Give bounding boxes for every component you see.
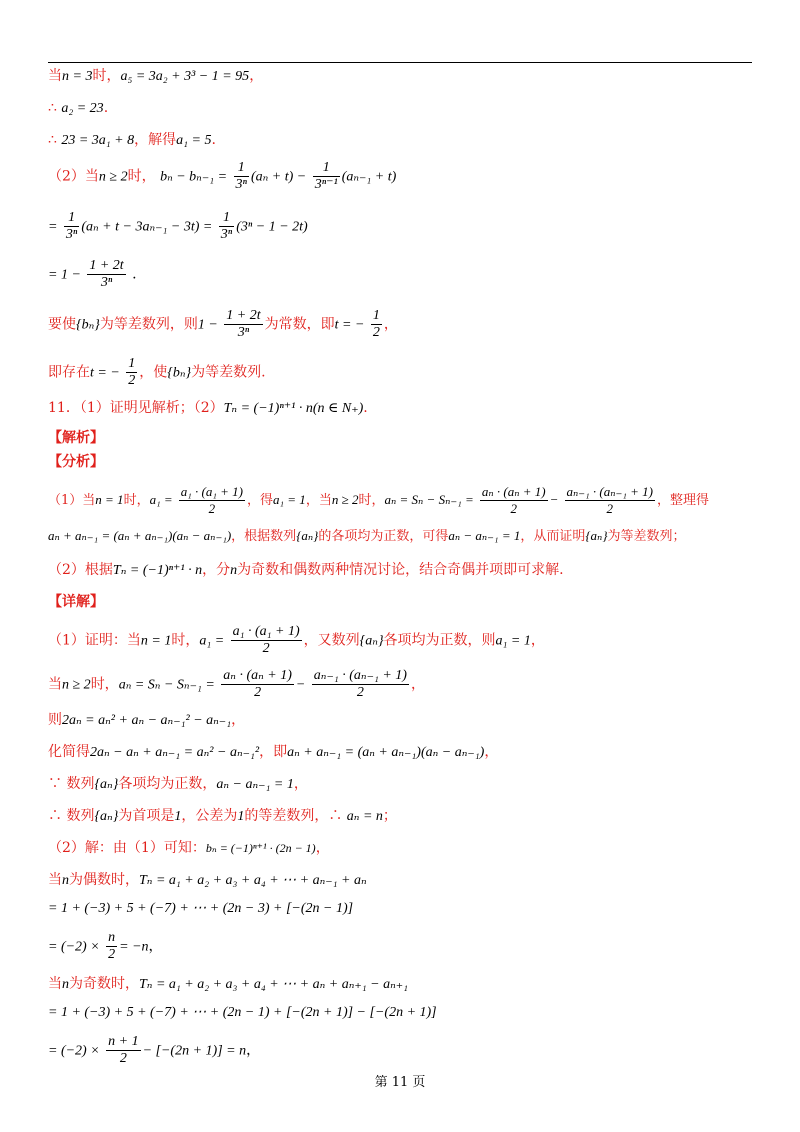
text: ， bbox=[246, 1042, 261, 1059]
text: ，整理得 bbox=[657, 493, 710, 508]
text: 为等差数列. bbox=[191, 364, 266, 381]
text: （2）当 bbox=[48, 168, 99, 185]
denominator: 3ⁿ⁻¹ bbox=[314, 177, 338, 192]
fraction bbox=[224, 308, 262, 341]
formula: {aₙ} bbox=[94, 809, 119, 824]
fraction bbox=[64, 210, 79, 243]
formula: 1 − bbox=[197, 317, 218, 333]
text-line bbox=[48, 160, 760, 193]
text-line bbox=[48, 774, 760, 795]
denominator: 2 bbox=[262, 641, 270, 656]
numerator: a₁ · (a₁ + 1) bbox=[232, 624, 300, 639]
denominator: 2 bbox=[356, 685, 364, 700]
formula: {bₙ} bbox=[167, 365, 192, 381]
fraction bbox=[106, 930, 117, 963]
formula: − bbox=[295, 677, 306, 693]
text-line bbox=[48, 668, 760, 701]
text: ， bbox=[383, 316, 398, 333]
text: ， bbox=[148, 938, 163, 955]
heading-text: 【解析】 bbox=[48, 430, 104, 446]
formula: (aₙ + t − 3aₙ₋₁ − 3t) = bbox=[81, 219, 213, 235]
formula: aₙ = Sₙ − Sₙ₋₁ = bbox=[384, 492, 474, 507]
denominator: 3ⁿ bbox=[65, 227, 78, 242]
fraction bbox=[313, 160, 340, 193]
numerator: 1 + 2t bbox=[226, 308, 261, 323]
text: 时， bbox=[123, 493, 150, 508]
formula: a₅ = 3a₂ + 3³ − 1 = 95 bbox=[120, 69, 250, 84]
numerator: 1 bbox=[372, 308, 380, 323]
formula: a₁ = 1 bbox=[273, 492, 306, 507]
denominator: 3ⁿ bbox=[220, 227, 233, 242]
text-line bbox=[48, 1002, 760, 1023]
text: 为奇数和偶数两种情况讨论，结合奇偶并项即可求解. bbox=[237, 562, 564, 578]
formula: a₂ = 23 bbox=[61, 101, 104, 116]
formula: {aₙ} bbox=[585, 528, 608, 543]
text-line bbox=[48, 560, 760, 581]
formula: − bbox=[549, 492, 559, 507]
formula: t = − bbox=[334, 317, 365, 333]
text: 为奇数时， bbox=[69, 976, 139, 992]
fraction bbox=[221, 668, 294, 701]
formula: aₙ = n bbox=[346, 809, 383, 824]
formula: = (−2) × bbox=[48, 939, 100, 955]
numerator: n bbox=[108, 930, 116, 945]
formula: = (−2) × bbox=[48, 1043, 100, 1059]
denominator: 2 bbox=[372, 325, 380, 340]
text: 当 bbox=[48, 976, 62, 992]
formula: bₙ = (−1)ⁿ⁺¹ · (2n − 1) bbox=[205, 841, 316, 855]
text: 当 bbox=[48, 676, 62, 693]
formula: aₙ − aₙ₋₁ = 1 bbox=[448, 528, 521, 543]
section-heading bbox=[48, 592, 760, 612]
formula: n = 1 bbox=[95, 492, 124, 507]
text-line bbox=[48, 130, 760, 151]
therefore-symbol: ∴ bbox=[48, 132, 62, 148]
text: 则 bbox=[48, 712, 62, 728]
text: 时， bbox=[90, 676, 119, 693]
denominator: 2 bbox=[119, 1051, 127, 1066]
formula: aₙ + aₙ₋₁ = (aₙ + aₙ₋₁)(aₙ − aₙ₋₁) bbox=[287, 745, 485, 760]
formula: 2aₙ − aₙ + aₙ₋₁ = aₙ² − aₙ₋₁² bbox=[90, 745, 260, 760]
formula: (n ∈ N₊) bbox=[312, 401, 364, 416]
fraction bbox=[179, 484, 245, 517]
text-line bbox=[48, 838, 760, 858]
formula: n ≥ 2 bbox=[331, 492, 359, 507]
formula: n ≥ 2 bbox=[62, 677, 91, 693]
formula: 1 bbox=[237, 809, 245, 824]
formula: aₙ = Sₙ − Sₙ₋₁ = bbox=[118, 677, 215, 693]
answer-label: 11．（1）证明见解析；（2） bbox=[48, 400, 224, 416]
formula: n = 1 bbox=[140, 633, 172, 649]
text: 为首项是 bbox=[118, 808, 175, 824]
text-line bbox=[48, 624, 760, 657]
text: ，解得 bbox=[134, 132, 177, 148]
text-line bbox=[48, 308, 760, 341]
numerator: a₁ · (a₁ + 1) bbox=[180, 484, 243, 499]
text: ，又数列 bbox=[303, 632, 360, 649]
text: 时， bbox=[358, 493, 385, 508]
numerator: aₙ₋₁ · (aₙ₋₁ + 1) bbox=[566, 484, 654, 499]
text: ，从而证明 bbox=[520, 529, 586, 544]
text-line bbox=[48, 742, 760, 763]
formula: = bbox=[48, 219, 58, 235]
fraction bbox=[565, 484, 655, 517]
formula: 1 bbox=[174, 809, 182, 824]
formula: 23 = 3a₁ + 8 bbox=[61, 133, 135, 148]
text-line bbox=[48, 526, 760, 547]
formula: {bₙ} bbox=[76, 317, 100, 333]
heading-text: 【分析】 bbox=[48, 454, 104, 470]
numerator: aₙ · (aₙ + 1) bbox=[481, 484, 546, 499]
denominator: 2 bbox=[128, 373, 136, 388]
formula: {aₙ} bbox=[359, 633, 384, 649]
text: . bbox=[103, 100, 109, 116]
text: （1）当 bbox=[48, 493, 96, 508]
denominator: 2 bbox=[606, 501, 614, 516]
denominator: 2 bbox=[510, 501, 517, 516]
fraction bbox=[87, 258, 125, 291]
numerator: 1 bbox=[64, 210, 79, 227]
numerator: 1 + 2t bbox=[89, 258, 124, 273]
text: 时， bbox=[127, 168, 156, 185]
header-rule bbox=[48, 62, 752, 63]
text-line bbox=[48, 974, 760, 995]
numerator: 1 bbox=[313, 160, 340, 177]
formula: Tₙ = a₁ + a₂ + a₃ + a₄ + ⋯ + aₙ₋₁ + aₙ bbox=[139, 873, 367, 888]
formula: (aₙ₋₁ + t) bbox=[341, 169, 397, 185]
formula: t = − bbox=[90, 365, 120, 381]
formula: n bbox=[230, 563, 238, 578]
formula: n = 3 bbox=[62, 69, 93, 84]
text-line bbox=[48, 710, 760, 731]
formula: a₁ = bbox=[199, 633, 225, 649]
fraction bbox=[106, 1034, 140, 1067]
fraction bbox=[371, 308, 382, 341]
formula: bₙ − bₙ₋₁ = bbox=[160, 169, 228, 185]
text: ， bbox=[249, 68, 264, 84]
numerator: aₙ₋₁ · (aₙ₋₁ + 1) bbox=[313, 668, 407, 683]
formula: = 1 + (−3) + 5 + (−7) + ⋯ + (2n − 3) + [−(2n − 1)] bbox=[48, 901, 354, 916]
text-line bbox=[48, 356, 760, 389]
text: ， bbox=[293, 776, 308, 792]
formula: {aₙ} bbox=[296, 528, 319, 543]
section-heading bbox=[48, 452, 760, 472]
fraction bbox=[231, 624, 302, 657]
therefore-symbol: ∴ 数列 bbox=[48, 808, 95, 824]
text: ， bbox=[484, 744, 499, 760]
text: ， bbox=[530, 632, 545, 649]
formula: = 1 + (−3) + 5 + (−7) + ⋯ + (2n − 1) + [−(2n + 1)] − [−(2n + 1)] bbox=[48, 1005, 437, 1020]
formula: n bbox=[62, 873, 69, 888]
text: ，即 bbox=[259, 744, 288, 760]
text: . bbox=[211, 132, 216, 148]
text: ； bbox=[382, 808, 397, 824]
text: 时， bbox=[171, 632, 200, 649]
formula: n bbox=[62, 977, 69, 992]
text: 要使 bbox=[48, 316, 76, 333]
fraction bbox=[219, 210, 234, 243]
text: 为常数，即 bbox=[264, 316, 335, 333]
text: 为等差数列，则 bbox=[99, 316, 198, 333]
text: （2）解：由（1）可知： bbox=[48, 840, 206, 856]
formula: = 1 − bbox=[48, 267, 81, 283]
text-line bbox=[48, 898, 760, 919]
text: 的等差数列，∴ bbox=[244, 808, 347, 824]
page-number: 第 11 页 bbox=[374, 1075, 426, 1090]
text: （1）证明：当 bbox=[48, 632, 141, 649]
numerator: 1 bbox=[219, 210, 234, 227]
text: 为偶数时， bbox=[69, 872, 139, 888]
text: 各项均为正数， bbox=[118, 776, 217, 792]
denominator: 2 bbox=[254, 685, 262, 700]
formula: Tₙ = (−1)ⁿ⁺¹ · n bbox=[223, 401, 313, 416]
denominator: 2 bbox=[208, 501, 216, 516]
text: ，根据数列 bbox=[231, 529, 297, 544]
formula: Tₙ = (−1)ⁿ⁺¹ · n bbox=[112, 563, 203, 578]
formula: {aₙ} bbox=[94, 777, 119, 792]
fraction bbox=[480, 484, 548, 517]
formula: n ≥ 2 bbox=[98, 169, 128, 185]
text: . bbox=[132, 266, 137, 283]
text: ， bbox=[410, 676, 425, 693]
formula: a₁ = bbox=[149, 492, 173, 507]
text-line bbox=[48, 870, 760, 891]
text-line bbox=[48, 210, 760, 243]
numerator: 1 bbox=[234, 160, 249, 177]
numerator: 1 bbox=[128, 356, 136, 371]
text: ，使 bbox=[139, 364, 168, 381]
text: ， bbox=[315, 840, 330, 856]
text-line bbox=[48, 806, 760, 827]
formula: 2aₙ = aₙ² + aₙ − aₙ₋₁² − aₙ₋₁ bbox=[62, 713, 232, 728]
text: 为等差数列； bbox=[607, 529, 686, 544]
text: 化简得 bbox=[48, 744, 90, 760]
formula: aₙ + aₙ₋₁ = (aₙ + aₙ₋₁)(aₙ − aₙ₋₁) bbox=[48, 528, 232, 543]
fraction bbox=[234, 160, 249, 193]
numerator: aₙ · (aₙ + 1) bbox=[223, 668, 292, 683]
text: ，得 bbox=[247, 493, 274, 508]
numerator: n + 1 bbox=[108, 1034, 139, 1049]
section-heading bbox=[48, 428, 760, 448]
therefore-symbol: ∴ bbox=[48, 100, 62, 116]
text: 时， bbox=[92, 68, 121, 84]
text: ，公差为 bbox=[181, 808, 238, 824]
denominator: 3ⁿ bbox=[100, 275, 113, 290]
text: 当 bbox=[48, 68, 62, 84]
formula: (3ⁿ − 1 − 2t) bbox=[236, 219, 308, 235]
formula: − [−(2n + 1)] = n bbox=[142, 1043, 247, 1059]
text-line bbox=[48, 484, 760, 517]
text: 即存在 bbox=[48, 364, 90, 381]
text-line bbox=[48, 398, 760, 419]
text-line bbox=[48, 66, 760, 87]
text: . bbox=[363, 400, 368, 416]
heading-text: 【详解】 bbox=[48, 594, 104, 610]
text: ，当 bbox=[305, 493, 332, 508]
text-line bbox=[48, 1034, 760, 1067]
formula: aₙ − aₙ₋₁ = 1 bbox=[216, 777, 294, 792]
formula: = −n bbox=[119, 939, 149, 955]
because-symbol: ∵ 数列 bbox=[48, 776, 95, 792]
fraction bbox=[126, 356, 137, 389]
text-line bbox=[48, 98, 760, 119]
fraction bbox=[312, 668, 409, 701]
formula: a₁ = 5 bbox=[176, 133, 212, 148]
formula: a₁ = 1 bbox=[495, 633, 531, 649]
text: ，分 bbox=[202, 562, 231, 578]
text: 各项均为正数，则 bbox=[383, 632, 496, 649]
text: （2）根据 bbox=[48, 562, 113, 578]
text: ， bbox=[231, 712, 246, 728]
denominator: 3ⁿ bbox=[235, 177, 247, 192]
denominator: 3ⁿ bbox=[237, 325, 250, 340]
text-line bbox=[48, 258, 760, 291]
text: 的各项均为正数，可得 bbox=[318, 529, 449, 544]
text-line bbox=[48, 930, 760, 963]
formula: (aₙ + t) − bbox=[250, 169, 307, 185]
denominator: 2 bbox=[108, 947, 116, 962]
text: 当 bbox=[48, 872, 62, 888]
formula: Tₙ = a₁ + a₂ + a₃ + a₄ + ⋯ + aₙ + aₙ₊₁ − aₙ₊₁ bbox=[139, 977, 409, 992]
